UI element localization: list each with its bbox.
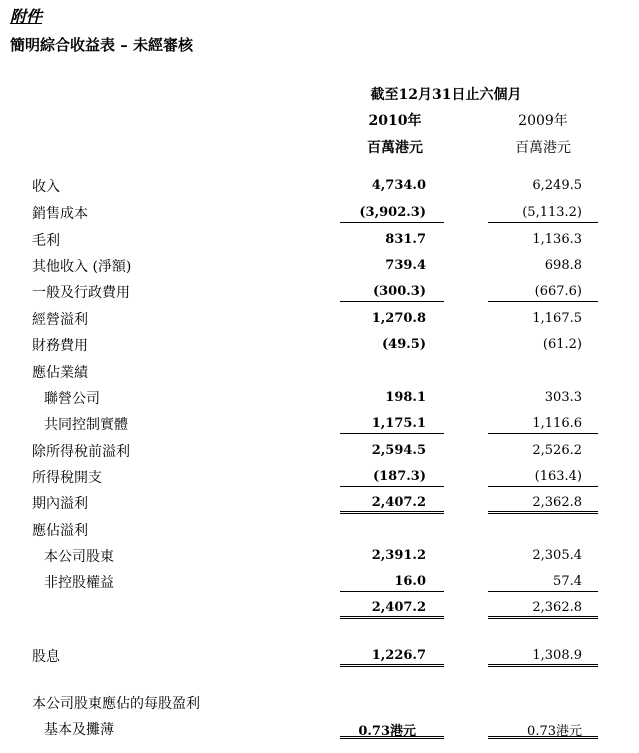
row-value-2010-gross-profit: 831.7 bbox=[385, 232, 426, 247]
row-label-company-shareholders: 本公司股東 bbox=[44, 549, 114, 565]
subtotal-rule bbox=[488, 301, 598, 302]
row-label-jointly-controlled: 共同控制實體 bbox=[44, 417, 128, 433]
subtotal-rule bbox=[340, 301, 444, 302]
row-value-2010-cost-of-sales: (3,902.3) bbox=[359, 205, 426, 220]
unit-2009-header: 百萬港元 bbox=[515, 140, 571, 156]
row-value-2010-jointly-controlled: 1,175.1 bbox=[371, 416, 426, 431]
subtotal-rule bbox=[488, 222, 598, 223]
row-value-2010-attributable-total: 2,407.2 bbox=[371, 600, 426, 615]
row-label-finance-costs: 財務費用 bbox=[32, 338, 88, 354]
row-label-profit-attributable: 應佔溢利 bbox=[32, 523, 88, 539]
row-label-non-controlling: 非控股權益 bbox=[44, 575, 114, 591]
row-value-2009-associates: 303.3 bbox=[544, 390, 582, 405]
unit-2010-header: 百萬港元 bbox=[367, 140, 423, 156]
row-label-revenue: 收入 bbox=[32, 179, 60, 195]
row-value-2010-finance-costs: (49.5) bbox=[382, 337, 426, 352]
row-value-2009-profit-before-tax: 2,526.2 bbox=[532, 443, 582, 458]
statement-title: 簡明綜合收益表 – 未經審核 bbox=[10, 36, 193, 54]
subtotal-rule bbox=[340, 486, 444, 487]
row-value-2009-non-controlling: 57.4 bbox=[553, 574, 582, 589]
row-value-2009-gross-profit: 1,136.3 bbox=[532, 232, 582, 247]
row-value-2010-admin-expenses: (300.3) bbox=[372, 284, 426, 299]
row-label-share-of-results: 應佔業績 bbox=[32, 365, 88, 381]
row-value-2009-attributable-total: 2,362.8 bbox=[532, 600, 582, 615]
year-2009-header: 2009年 bbox=[518, 113, 568, 129]
row-value-2009-other-income: 698.8 bbox=[544, 258, 582, 273]
row-value-2010-dividends: 1,226.7 bbox=[371, 648, 426, 663]
row-value-2009-cost-of-sales: (5,113.2) bbox=[522, 205, 582, 220]
subtotal-rule bbox=[340, 222, 444, 223]
row-value-2010-profit-before-tax: 2,594.5 bbox=[371, 443, 426, 458]
row-value-2009-basic-diluted: 0.73港元 bbox=[527, 724, 582, 739]
total-double-rule bbox=[488, 511, 598, 514]
row-label-operating-profit: 經營溢利 bbox=[32, 312, 88, 328]
row-value-2010-revenue: 4,734.0 bbox=[371, 178, 426, 193]
row-value-2009-finance-costs: (61.2) bbox=[542, 337, 582, 352]
total-double-rule bbox=[340, 736, 444, 739]
row-value-2009-jointly-controlled: 1,116.6 bbox=[532, 416, 582, 431]
total-double-rule bbox=[488, 664, 598, 667]
row-value-2010-company-shareholders: 2,391.2 bbox=[371, 548, 426, 563]
row-value-2009-profit-for-period: 2,362.8 bbox=[532, 495, 582, 510]
row-value-2010-profit-for-period: 2,407.2 bbox=[371, 495, 426, 510]
row-label-profit-for-period: 期內溢利 bbox=[32, 496, 88, 512]
row-value-2009-revenue: 6,249.5 bbox=[532, 178, 582, 193]
row-label-gross-profit: 毛利 bbox=[32, 233, 60, 249]
row-value-2010-basic-diluted: 0.73港元 bbox=[358, 724, 416, 739]
period-header: 截至12月31日止六個月 bbox=[370, 87, 522, 103]
subtotal-rule bbox=[488, 433, 598, 434]
row-value-2010-income-tax: (187.3) bbox=[372, 469, 426, 484]
row-value-2010-operating-profit: 1,270.8 bbox=[371, 311, 426, 326]
subtotal-rule bbox=[340, 433, 444, 434]
row-value-2009-operating-profit: 1,167.5 bbox=[532, 311, 582, 326]
subtotal-rule bbox=[488, 591, 598, 592]
row-value-2009-income-tax: (163.4) bbox=[534, 469, 582, 484]
row-label-profit-before-tax: 除所得稅前溢利 bbox=[32, 444, 130, 460]
row-label-associates: 聯營公司 bbox=[44, 391, 100, 407]
row-value-2010-associates: 198.1 bbox=[385, 390, 426, 405]
row-value-2009-dividends: 1,308.9 bbox=[532, 648, 582, 663]
row-label-other-income: 其他收入 (淨額) bbox=[32, 259, 132, 275]
subtotal-rule bbox=[340, 591, 444, 592]
row-label-admin-expenses: 一般及行政費用 bbox=[32, 285, 130, 301]
total-double-rule bbox=[488, 736, 598, 739]
attachment-heading: 附件 bbox=[10, 7, 43, 26]
row-value-2009-company-shareholders: 2,305.4 bbox=[532, 548, 582, 563]
row-value-2009-admin-expenses: (667.6) bbox=[534, 284, 582, 299]
total-double-rule bbox=[340, 511, 444, 514]
row-label-dividends: 股息 bbox=[32, 649, 60, 665]
subtotal-rule bbox=[488, 486, 598, 487]
row-label-basic-diluted: 基本及攤薄 bbox=[44, 722, 114, 738]
row-value-2010-other-income: 739.4 bbox=[385, 258, 426, 273]
row-label-income-tax: 所得稅開支 bbox=[32, 470, 102, 486]
row-label-eps-heading: 本公司股東應佔的每股盈利 bbox=[32, 696, 200, 712]
row-label-cost-of-sales: 銷售成本 bbox=[32, 206, 88, 222]
total-double-rule bbox=[340, 616, 444, 619]
year-2010-header: 2010年 bbox=[368, 113, 422, 129]
row-value-2010-non-controlling: 16.0 bbox=[394, 574, 426, 589]
total-double-rule bbox=[340, 664, 444, 667]
total-double-rule bbox=[488, 616, 598, 619]
